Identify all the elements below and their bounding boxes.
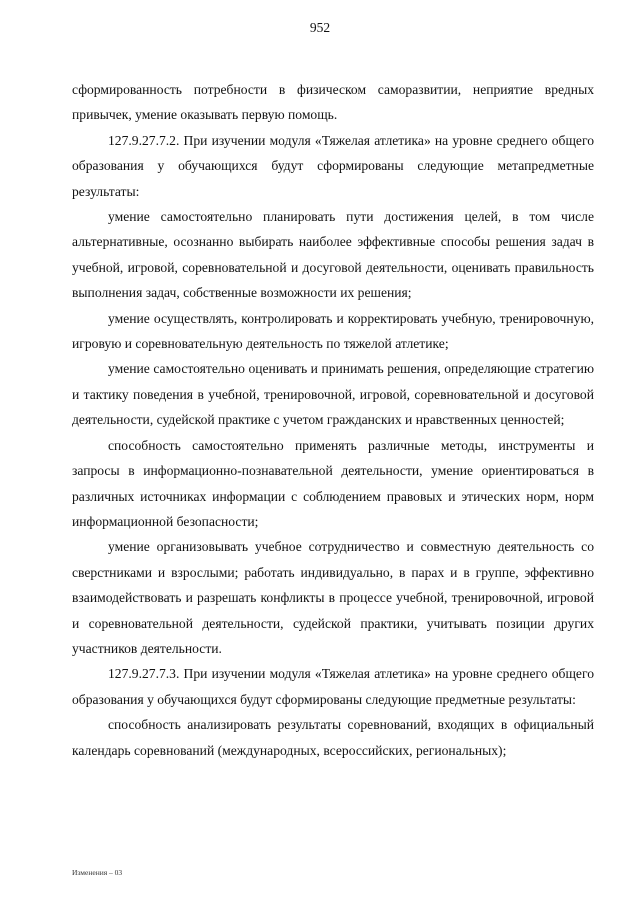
- document-body: [72, 77, 594, 763]
- footer-revision-note: Изменения – 03: [72, 868, 123, 877]
- paragraph-metasubject-decisions: умение самостоятельно оценивать и принимать решения, определяющие стратегию и тактику поведения в учебной, тренировочной, игровой, соревновательной и досуговой деятельности, судейской практике с учетом гражданских и нравственных ценностей;: [72, 361, 594, 428]
- page-number: 952: [309, 20, 331, 35]
- paragraph-intro-continuation: сформированность потребности в физическом саморазвитии, неприятие вредных привычек, умение оказывать первую помощь.: [72, 82, 594, 123]
- paragraph-metasubject-planning: умение самостоятельно планировать пути достижения целей, в том числе альтернативные, осознанно выбирать наиболее эффективные способы решения задач в учебной, игровой, соревновательной и досуговой деятельности, оценивать правильность выполнения задач, собственные возможности их решения;: [72, 209, 594, 301]
- paragraph-subject-analysis: способность анализировать результаты соревнований, входящих в официальный календарь соревнований (международных, всероссийских, региональных);: [72, 717, 594, 758]
- paragraph-metasubject-control: умение осуществлять, контролировать и корректировать учебную, тренировочную, игровую и соревновательную деятельность по тяжелой атлетике;: [72, 310, 594, 352]
- paragraph-section-127-9-27-7-2: 127.9.27.7.2. При изучении модуля «Тяжелая атлетика» на уровне среднего общего образования у обучающихся будут сформированы следующие метапредметные результаты:: [72, 132, 594, 199]
- paragraph-section-127-9-27-7-3: 127.9.27.7.3. При изучении модуля «Тяжелая атлетика» на уровне среднего общего образования у обучающихся будут сформированы следующие предметные результаты:: [72, 666, 594, 707]
- paragraph-metasubject-cooperation: умение организовывать учебное сотрудничество и совместную деятельность со сверстниками и взрослыми; работать индивидуально, в парах и в группе, эффективно взаимодействовать и разрешать конфликты в процессе учебной, тренировочной, игровой и соревновательной деятельности, судейской практики, учитывать позиции других участников деятельности.: [72, 539, 594, 656]
- paragraph-metasubject-information: способность самостоятельно применять различные методы, инструменты и запросы в информационно-познавательной деятельности, умение ориентироваться в различных источниках информации с соблюдением правовых и этических норм, норм информационной безопасности;: [72, 437, 594, 529]
